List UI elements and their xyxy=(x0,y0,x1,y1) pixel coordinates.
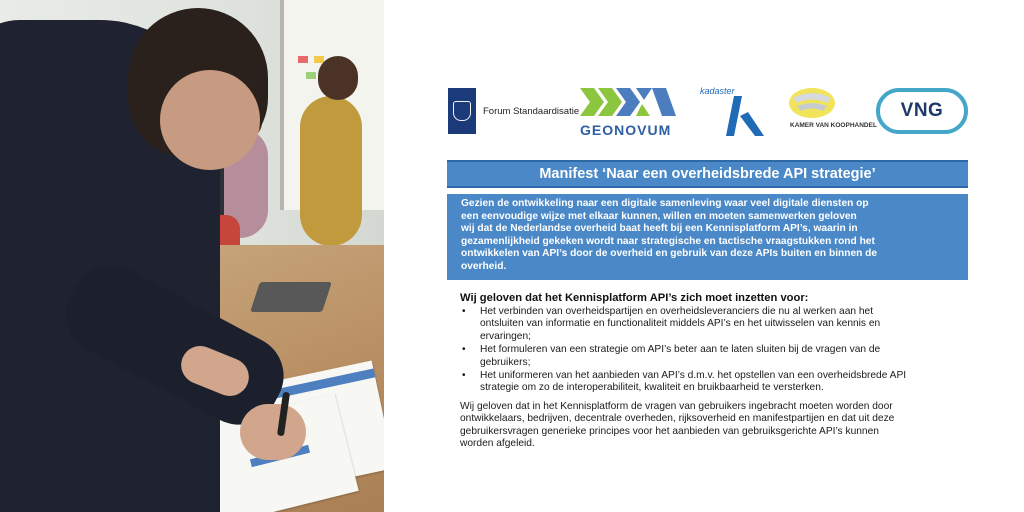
list-item-line: Het uniformeren van het aanbieden van API’s d.m.v. het opstellen van een overheidsbrede API xyxy=(480,370,907,382)
list-item-line: Het formuleren van een strategie om API’s beter aan te laten sluiten bij de vragen van de xyxy=(480,344,881,356)
forum-standaardisatie-label: Forum Standaardisatie xyxy=(483,106,580,117)
bullet-icon: • xyxy=(462,306,466,317)
phone-stand xyxy=(250,282,332,312)
kadaster-label: kadaster xyxy=(700,86,735,96)
intro-line: Gezien de ontwikkeling naar een digitale samenleving waar veel digitale diensten op xyxy=(461,198,869,209)
intro-box xyxy=(447,194,968,280)
vng-label: VNG xyxy=(900,100,944,121)
bullet-icon: • xyxy=(462,344,466,356)
signer-face xyxy=(160,70,260,170)
list-item-line: ervaringen; xyxy=(480,330,531,342)
list-item-line: gebruikers; xyxy=(480,356,531,368)
background-person-right xyxy=(300,96,362,246)
geonovum-label: GEONOVUM xyxy=(580,122,672,138)
background-person-right-head xyxy=(318,56,358,100)
bullet-icon: • xyxy=(462,370,466,382)
closing-line: Wij geloven dat in het Kennisplatform de vragen van gebruikers ingebracht moeten worden door xyxy=(460,401,893,412)
kvk-label: KAMER VAN KOOPHANDEL xyxy=(790,122,877,129)
kadaster-logo-icon xyxy=(722,94,766,138)
section-heading: Wij geloven dat het Kennisplatform API’s zich moet inzetten voor: xyxy=(460,292,809,304)
kvk-logo-icon xyxy=(787,86,837,120)
closing-line: ontwikkelaars, bedrijven, decentrale overheden, rijksoverheid en manifestpartijen en dat uit deze xyxy=(460,413,895,425)
manifest-title: Manifest ‘Naar een overheidsbrede API strategie’ xyxy=(539,166,876,182)
closing-line: worden afgeleid. xyxy=(460,438,535,450)
signing-photo xyxy=(0,0,384,512)
intro-line: ontwikkelen van API’s door de overheid en gebruik van deze APIs buiten en binnen de xyxy=(461,248,878,260)
intro-line: wij dat de Nederlandse overheid baat heeft bij een Kennisplatform API’s, waarin in xyxy=(461,223,858,235)
list-item-line: ontsluiten van informatie en functionaliteit middels API’s en het uitwisselen van kennis en xyxy=(480,318,881,330)
vng-logo xyxy=(876,88,968,134)
list-item xyxy=(462,306,962,343)
list-item xyxy=(462,344,962,369)
rijksoverheid-logo xyxy=(448,88,476,134)
manifest-title-bar xyxy=(447,160,968,188)
crest-icon xyxy=(453,101,471,121)
intro-line: gezamenlijkheid gekeken wordt naar strategische en tactische vraagstukken rond het xyxy=(461,235,875,247)
closing-line: gebruikersvragen generieke principes voor het aanbieden van gebruiksgerichte API’s kunnen xyxy=(460,425,879,437)
list-item-line: strategie om zo de interoperabiliteit, kwaliteit en bruikbaarheid te versterken. xyxy=(480,382,824,394)
intro-line: een eenvoudige wijze met elkaar kunnen, willen en moeten samenwerken geloven xyxy=(461,210,857,222)
goals-list xyxy=(462,306,962,396)
list-item-line: Het verbinden van overheidspartijen en overheidsleveranciers die nu al werken aan het xyxy=(480,306,874,317)
signer-right-hand xyxy=(240,404,306,460)
intro-line: overheid. xyxy=(461,260,507,272)
closing-paragraph xyxy=(460,401,965,451)
list-item xyxy=(462,370,962,395)
